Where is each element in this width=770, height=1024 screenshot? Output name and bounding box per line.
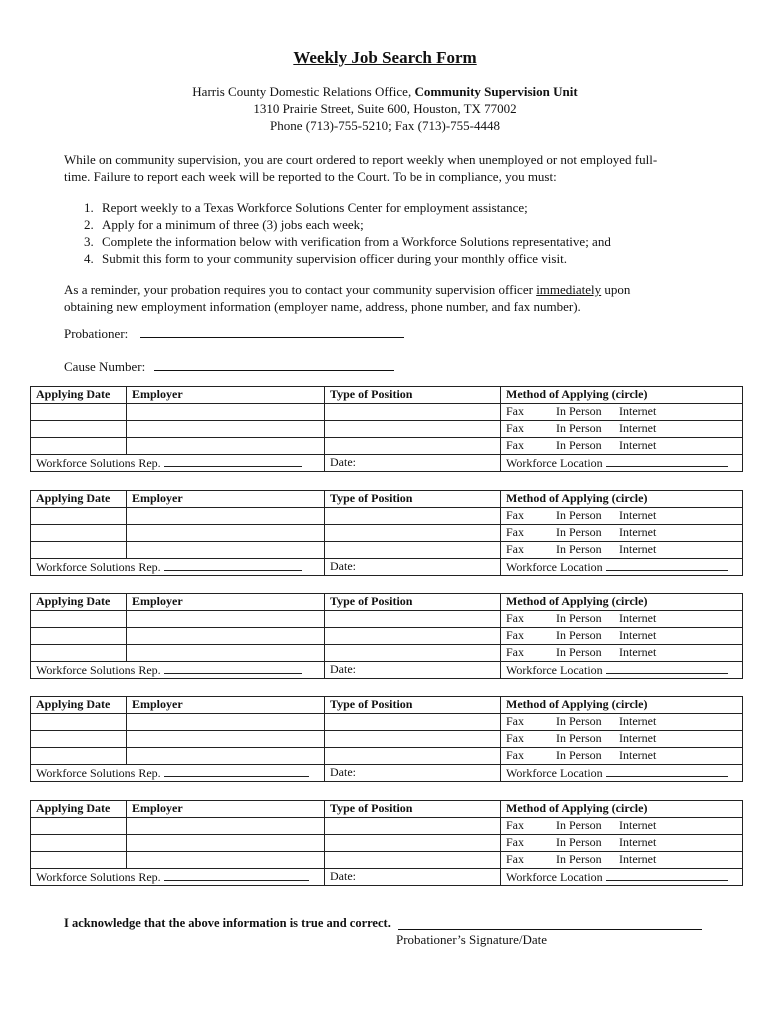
position-cell[interactable]	[325, 542, 501, 559]
cause-number-input-line[interactable]	[154, 358, 394, 371]
immediately-emphasis: immediately	[536, 282, 602, 297]
verification-row	[31, 559, 743, 576]
table-row	[31, 835, 743, 852]
col-applying-date: Applying Date	[31, 491, 127, 508]
employer-cell[interactable]	[127, 731, 325, 748]
method-cell[interactable]: Fax In Person Internet	[501, 748, 743, 765]
col-type-of-position: Type of Position	[325, 697, 501, 714]
workforce-rep-field[interactable]: Workforce Solutions Rep.	[31, 662, 325, 679]
position-cell[interactable]	[325, 645, 501, 662]
col-type-of-position: Type of Position	[325, 387, 501, 404]
block-header-row	[31, 594, 743, 611]
requirement-item: 1. Report weekly to a Texas Workforce Solutions Center for employment assistance;	[84, 200, 528, 215]
date-cell[interactable]	[31, 628, 127, 645]
verification-date-field[interactable]: Date:	[325, 455, 501, 472]
method-cell[interactable]: Fax In Person Internet	[501, 525, 743, 542]
table-row	[31, 525, 743, 542]
table-row	[31, 731, 743, 748]
employer-cell[interactable]	[127, 714, 325, 731]
table-row	[31, 748, 743, 765]
method-cell[interactable]: Fax In Person Internet	[501, 645, 743, 662]
table-row	[31, 628, 743, 645]
job-search-block	[30, 696, 743, 782]
reminder-line-2: obtaining new employment information (employer name, address, phone number, and fax number).	[64, 299, 581, 314]
date-cell[interactable]	[31, 835, 127, 852]
employer-cell[interactable]	[127, 645, 325, 662]
table-row	[31, 818, 743, 835]
workforce-location-field[interactable]: Workforce Location	[501, 662, 743, 679]
date-cell[interactable]	[31, 748, 127, 765]
table-row	[31, 852, 743, 869]
workforce-rep-field[interactable]: Workforce Solutions Rep.	[31, 559, 325, 576]
unit-name: Community Supervision Unit	[414, 84, 578, 99]
method-cell[interactable]: Fax In Person Internet	[501, 404, 743, 421]
employer-cell[interactable]	[127, 542, 325, 559]
col-employer: Employer	[127, 697, 325, 714]
verification-date-field[interactable]: Date:	[325, 662, 501, 679]
cause-number-field[interactable]	[64, 358, 394, 375]
position-cell[interactable]	[325, 611, 501, 628]
office-address: 1310 Prairie Street, Suite 600, Houston, TX 77002	[253, 101, 517, 116]
position-cell[interactable]	[325, 835, 501, 852]
date-cell[interactable]	[31, 852, 127, 869]
reminder-paragraph	[64, 281, 714, 315]
position-cell[interactable]	[325, 818, 501, 835]
workforce-rep-field[interactable]: Workforce Solutions Rep.	[31, 455, 325, 472]
date-cell[interactable]	[31, 525, 127, 542]
employer-cell[interactable]	[127, 818, 325, 835]
block-header-row	[31, 697, 743, 714]
position-cell[interactable]	[325, 748, 501, 765]
verification-date-field[interactable]: Date:	[325, 765, 501, 782]
employer-cell[interactable]	[127, 438, 325, 455]
workforce-location-field[interactable]: Workforce Location	[501, 765, 743, 782]
position-cell[interactable]	[325, 438, 501, 455]
form-title: Weekly Job Search Form	[293, 48, 477, 67]
method-cell[interactable]: Fax In Person Internet	[501, 852, 743, 869]
col-method-of-applying: Method of Applying (circle)	[501, 491, 743, 508]
job-search-block	[30, 800, 743, 886]
col-applying-date: Applying Date	[31, 594, 127, 611]
office-name: Harris County Domestic Relations Office,	[192, 84, 415, 99]
position-cell[interactable]	[325, 421, 501, 438]
table-row	[31, 611, 743, 628]
col-method-of-applying: Method of Applying (circle)	[501, 594, 743, 611]
col-type-of-position: Type of Position	[325, 594, 501, 611]
table-row	[31, 645, 743, 662]
verification-row	[31, 455, 743, 472]
date-cell[interactable]	[31, 611, 127, 628]
reminder-line-1: As a reminder, your probation requires you to contact your community supervision officer immediately upon	[64, 282, 631, 297]
workforce-rep-field[interactable]: Workforce Solutions Rep.	[31, 869, 325, 886]
date-cell[interactable]	[31, 508, 127, 525]
position-cell[interactable]	[325, 714, 501, 731]
verification-row	[31, 662, 743, 679]
table-row	[31, 508, 743, 525]
method-cell[interactable]: Fax In Person Internet	[501, 731, 743, 748]
table-row	[31, 542, 743, 559]
table-row	[31, 438, 743, 455]
date-cell[interactable]	[31, 404, 127, 421]
position-cell[interactable]	[325, 731, 501, 748]
date-cell[interactable]	[31, 714, 127, 731]
intro-line-1: While on community supervision, you are court ordered to report weekly when unemployed or not employed full-	[64, 152, 658, 167]
workforce-location-field[interactable]: Workforce Location	[501, 869, 743, 886]
table-row	[31, 404, 743, 421]
employer-cell[interactable]	[127, 611, 325, 628]
method-cell[interactable]: Fax In Person Internet	[501, 438, 743, 455]
col-employer: Employer	[127, 801, 325, 818]
employer-cell[interactable]	[127, 508, 325, 525]
position-cell[interactable]	[325, 852, 501, 869]
requirement-item: 4. Submit this form to your community supervision officer during your monthly office visit.	[84, 251, 567, 266]
signature-label: Probationer’s Signature/Date	[396, 932, 548, 947]
col-method-of-applying: Method of Applying (circle)	[501, 697, 743, 714]
employer-cell[interactable]	[127, 835, 325, 852]
signature-line[interactable]	[398, 929, 702, 930]
acknowledgement-text: I acknowledge that the above information is true and correct.	[64, 916, 391, 930]
position-cell[interactable]	[325, 508, 501, 525]
requirement-item: 3. Complete the information below with verification from a Workforce Solutions representative; and	[84, 234, 611, 249]
workforce-location-field[interactable]: Workforce Location	[501, 455, 743, 472]
employer-cell[interactable]	[127, 404, 325, 421]
verification-row	[31, 765, 743, 782]
position-cell[interactable]	[325, 628, 501, 645]
office-phone: Phone (713)-755-5210; Fax (713)-755-4448	[270, 118, 500, 133]
job-search-block	[30, 593, 743, 679]
office-line	[0, 84, 770, 100]
method-cell[interactable]: Fax In Person Internet	[501, 421, 743, 438]
col-method-of-applying: Method of Applying (circle)	[501, 387, 743, 404]
date-cell[interactable]	[31, 421, 127, 438]
date-cell[interactable]	[31, 542, 127, 559]
intro-line-2: time. Failure to report each week will be reported to the Court. To be in compliance, you must:	[64, 169, 557, 184]
block-header-row	[31, 491, 743, 508]
verification-row	[31, 869, 743, 886]
workforce-location-field[interactable]: Workforce Location	[501, 559, 743, 576]
job-search-block	[30, 386, 743, 472]
date-cell[interactable]	[31, 645, 127, 662]
col-employer: Employer	[127, 491, 325, 508]
date-cell[interactable]	[31, 731, 127, 748]
position-cell[interactable]	[325, 525, 501, 542]
verification-date-field[interactable]: Date:	[325, 559, 501, 576]
method-cell[interactable]: Fax In Person Internet	[501, 508, 743, 525]
col-applying-date: Applying Date	[31, 697, 127, 714]
cause-number-label: Cause Number:	[64, 359, 146, 374]
col-type-of-position: Type of Position	[325, 491, 501, 508]
date-cell[interactable]	[31, 438, 127, 455]
requirements-list	[64, 199, 724, 267]
col-method-of-applying: Method of Applying (circle)	[501, 801, 743, 818]
date-cell[interactable]	[31, 818, 127, 835]
method-cell[interactable]: Fax In Person Internet	[501, 628, 743, 645]
requirement-item: 2. Apply for a minimum of three (3) jobs each week;	[84, 217, 364, 232]
method-cell[interactable]: Fax In Person Internet	[501, 611, 743, 628]
method-cell[interactable]: Fax In Person Internet	[501, 542, 743, 559]
method-cell[interactable]: Fax In Person Internet	[501, 835, 743, 852]
position-cell[interactable]	[325, 404, 501, 421]
verification-date-field[interactable]: Date:	[325, 869, 501, 886]
employer-cell[interactable]	[127, 421, 325, 438]
probationer-input-line[interactable]	[140, 325, 404, 338]
method-cell[interactable]: Fax In Person Internet	[501, 714, 743, 731]
employer-cell[interactable]	[127, 628, 325, 645]
job-search-block	[30, 490, 743, 576]
employer-cell[interactable]	[127, 525, 325, 542]
employer-cell[interactable]	[127, 852, 325, 869]
block-header-row	[31, 801, 743, 818]
probationer-field[interactable]	[64, 325, 404, 342]
col-type-of-position: Type of Position	[325, 801, 501, 818]
col-applying-date: Applying Date	[31, 801, 127, 818]
block-header-row	[31, 387, 743, 404]
table-row	[31, 421, 743, 438]
col-applying-date: Applying Date	[31, 387, 127, 404]
table-row	[31, 714, 743, 731]
col-employer: Employer	[127, 387, 325, 404]
employer-cell[interactable]	[127, 748, 325, 765]
col-employer: Employer	[127, 594, 325, 611]
intro-paragraph	[64, 151, 714, 185]
workforce-rep-field[interactable]: Workforce Solutions Rep.	[31, 765, 325, 782]
probationer-label: Probationer:	[64, 326, 129, 341]
method-cell[interactable]: Fax In Person Internet	[501, 818, 743, 835]
